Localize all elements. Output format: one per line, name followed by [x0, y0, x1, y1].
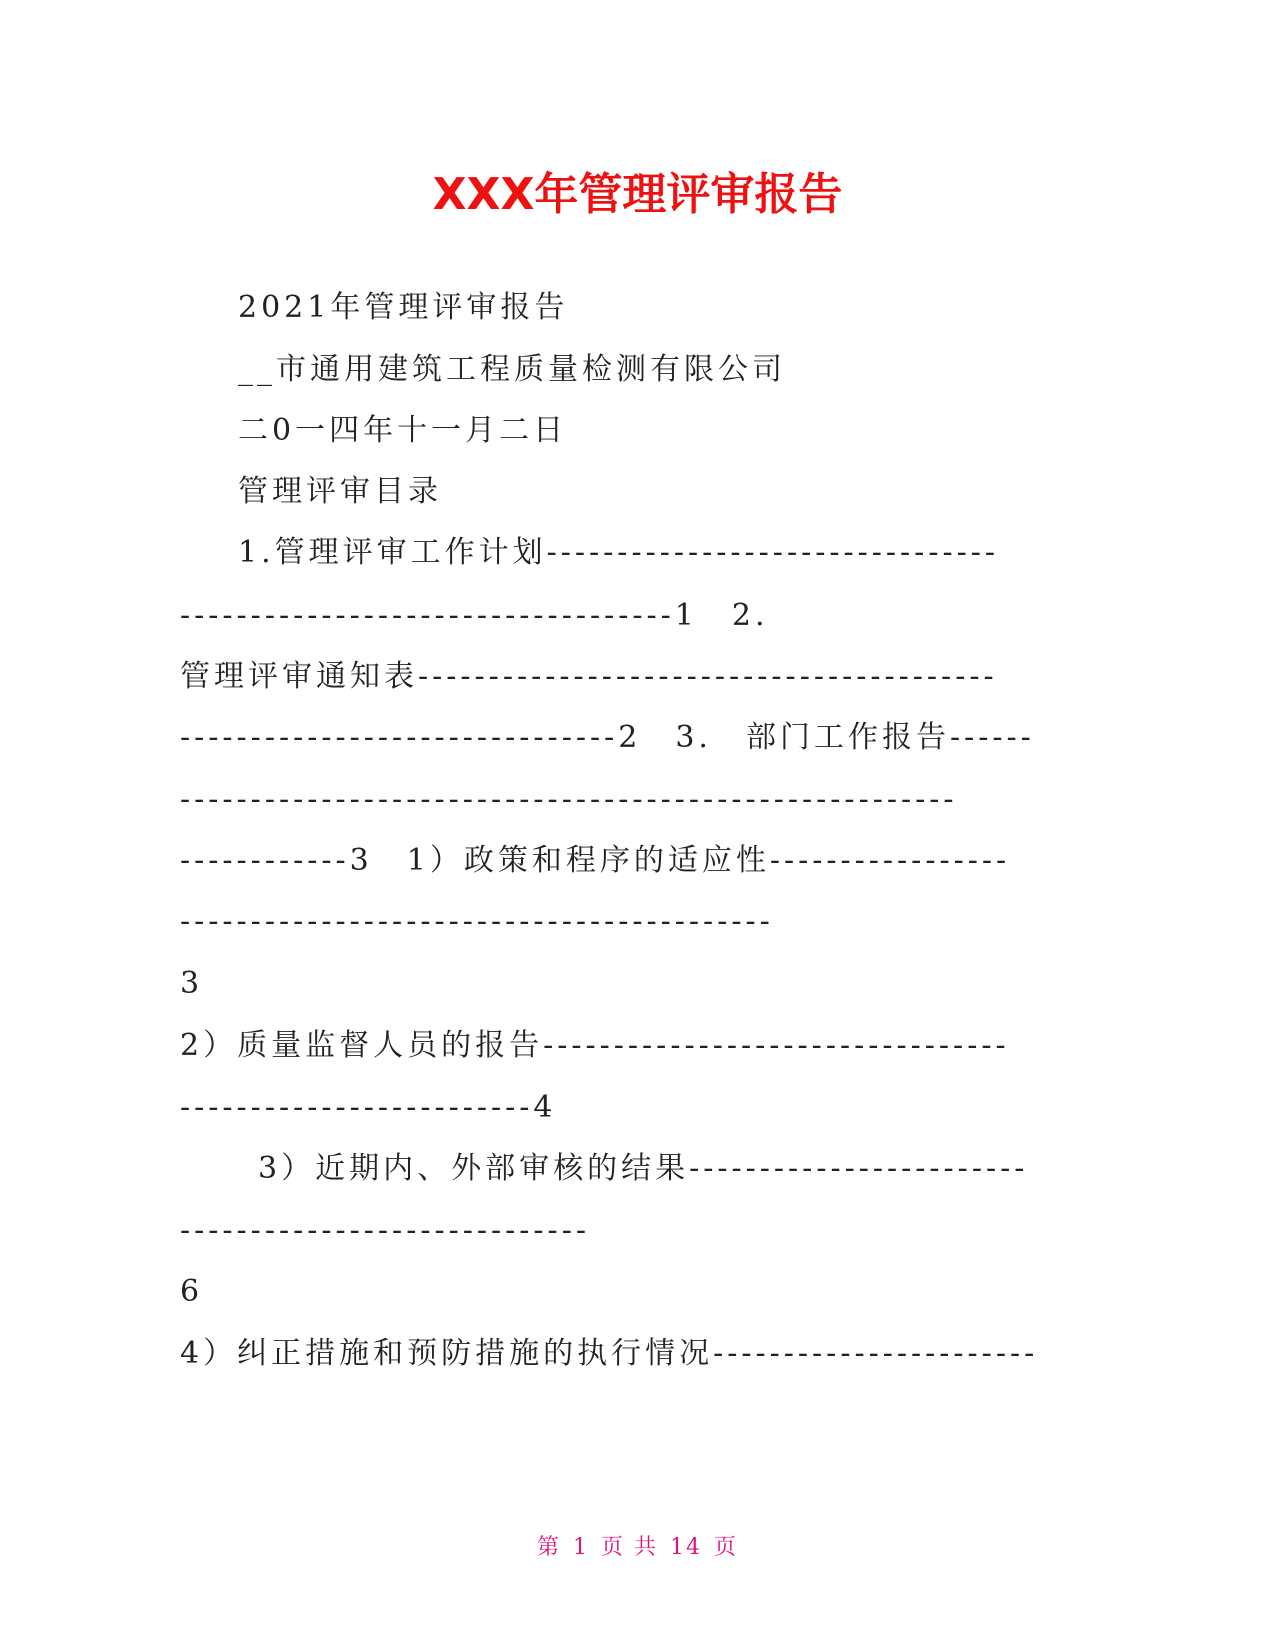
- footer-page-number: 1: [573, 1535, 589, 1560]
- footer-total-pages: 14: [670, 1535, 702, 1560]
- footer-label-pages: 页: [714, 1535, 739, 1560]
- toc-line: ------------------------------------------: [180, 904, 774, 939]
- toc-line: -------------------------4: [180, 1090, 557, 1125]
- toc-line: 管理评审通知表-----------------------------------------: [180, 659, 998, 694]
- toc-line: -----------------------------------1 2.: [180, 598, 769, 633]
- report-date: 二0一四年十一月二日: [238, 413, 568, 448]
- toc-line: 4）纠正措施和预防措施的执行情况-----------------------: [180, 1336, 1039, 1371]
- footer-label-page: 第: [536, 1535, 561, 1560]
- footer-label-of: 页 共: [601, 1535, 658, 1560]
- toc-line: ------------3 1）政策和程序的适应性-----------------: [180, 843, 1011, 878]
- toc-line: 1.管理评审工作计划--------------------------------: [238, 535, 999, 570]
- toc-page-number: 6: [180, 1274, 204, 1309]
- toc-line: -------------------------------2 3. 部门工作报告------: [180, 720, 1035, 755]
- toc-line: -------------------------------------------------------: [180, 782, 958, 817]
- toc-page-number: 3: [180, 966, 204, 1001]
- company-name: __市通用建筑工程质量检测有限公司: [238, 352, 786, 387]
- page-footer: [0, 1530, 1275, 1561]
- toc-line: 3）近期内、外部审核的结果------------------------: [224, 1151, 1029, 1186]
- toc-line: -----------------------------: [180, 1213, 590, 1248]
- toc-line: 2）质量监督人员的报告---------------------------------: [180, 1028, 1010, 1063]
- toc-heading: 管理评审目录: [238, 474, 442, 509]
- report-subtitle: 2021年管理评审报告: [238, 290, 569, 325]
- document-title: XXX年管理评审报告: [432, 169, 843, 220]
